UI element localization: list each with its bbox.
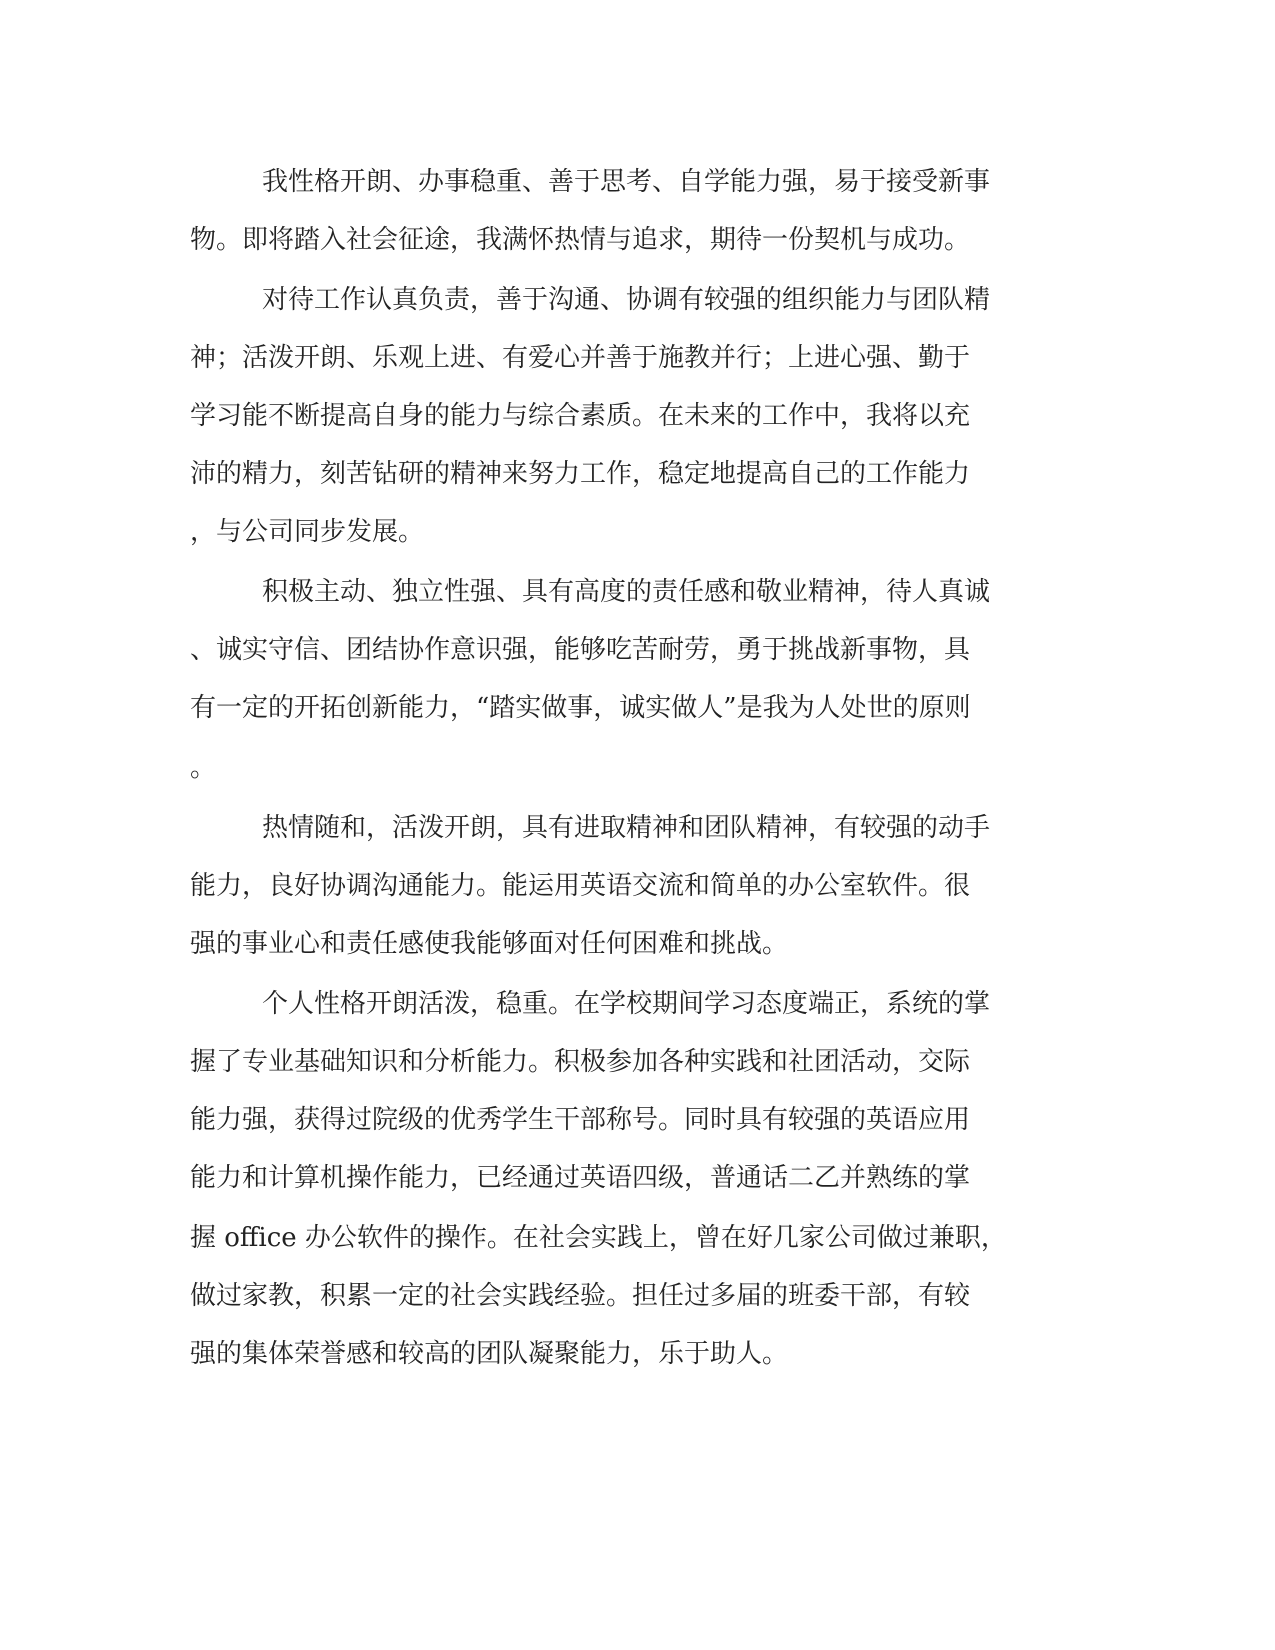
paragraph-line: 、诚实守信、团结协作意识强，能够吃苦耐劳，勇于挑战新事物，具 — [190, 635, 971, 665]
paragraph-line: 能力和计算机操作能力，已经通过英语四级，普通话二乙并熟练的掌 — [190, 1163, 971, 1193]
paragraph-line: 个人性格开朗活泼，稳重。在学校期间学习态度端正，系统的掌 — [262, 989, 991, 1019]
paragraph-line: 物。即将踏入社会征途，我满怀热情与追求，期待一份契机与成功。 — [190, 225, 971, 255]
paragraph-line: 有一定的开拓创新能力，“踏实做事，诚实做人”是我为人处世的原则 — [190, 693, 971, 723]
paragraph-line: 学习能不断提高自身的能力与综合素质。在未来的工作中，我将以充 — [190, 401, 971, 431]
paragraph-line: 做过家教，积累一定的社会实践经验。担任过多届的班委干部，有较 — [190, 1281, 971, 1311]
paragraph-line: 强的事业心和责任感使我能够面对任何困难和挑战。 — [190, 929, 789, 959]
paragraph-line: 对待工作认真负责，善于沟通、协调有较强的组织能力与团队精 — [262, 285, 991, 315]
paragraph-line: 握 office 办公软件的操作。在社会实践上，曾在好几家公司做过兼职， — [190, 1223, 1007, 1253]
paragraph-line: 能力，良好协调沟通能力。能运用英语交流和简单的办公室软件。很 — [190, 871, 971, 901]
paragraph-line: 强的集体荣誉感和较高的团队凝聚能力，乐于助人。 — [190, 1339, 789, 1369]
paragraph-line: 我性格开朗、办事稳重、善于思考、自学能力强，易于接受新事 — [262, 167, 991, 197]
paragraph-line: 握了专业基础知识和分析能力。积极参加各种实践和社团活动，交际 — [190, 1047, 971, 1077]
paragraph-line: 能力强，获得过院级的优秀学生干部称号。同时具有较强的英语应用 — [190, 1105, 971, 1135]
paragraph-line: 沛的精力，刻苦钻研的精神来努力工作，稳定地提高自己的工作能力 — [190, 459, 971, 489]
paragraph-line: ，与公司同步发展。 — [190, 517, 425, 547]
paragraph-line: 积极主动、独立性强、具有高度的责任感和敬业精神，待人真诚 — [262, 577, 991, 607]
paragraph-line: 热情随和，活泼开朗，具有进取精神和团队精神，有较强的动手 — [262, 813, 991, 843]
paragraph-line: 神；活泼开朗、乐观上进、有爱心并善于施教并行；上进心强、勤于 — [190, 343, 971, 373]
paragraph-line: 。 — [190, 753, 217, 783]
